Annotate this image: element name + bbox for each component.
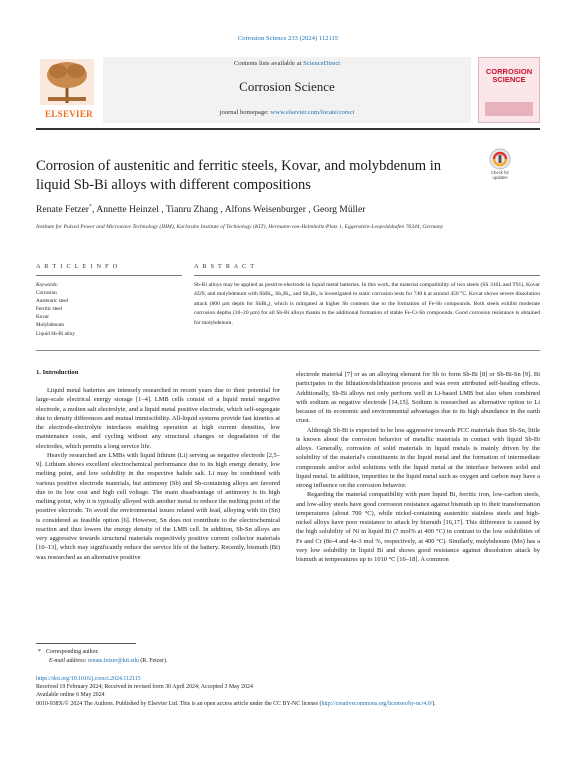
- abstract-rule: [194, 275, 540, 276]
- paragraph: Heavily researched are LMBs with liquid lithium (Li) serving as negative electrode [2,5–9]. Lithium shows excellent electrochemical performance due to its high energy density, low melting point, and low solubility in the respective halide salt. Li may be combined with various positive electrode materials, but antimony (Sb) and Sb-containing alloys are favored due to its low cost and high cell voltage. The main disadvantage of antimony is its high melting point, why it is typically alloyed with another metal to reduce the melting point of the positive electrode. To avoid the environmental issues related with lead, alloying with tin (Sn) is considered as feasible option [6]. However, Sn does not contribute to the electrochemical reaction and thus lowers the energy density of the LMB cell. In addition, Sb-Sn alloys are very aggressive towards structural materials respectively positive current collector materials [10–13], which may significantly reduce the service life of the battery. Recently, bismuth (Bi) was researched as an alternative positive: [36, 451, 280, 561]
- article-info-rule: [36, 275, 182, 276]
- masthead-divider: [36, 128, 540, 130]
- check-updates-icon: [484, 148, 516, 172]
- affiliation: Institute for Pulsed Power and Microwave Technology (IHM), Karlsruhe Institute of Technology (KIT), Hermann-von-Helmholtz-Platz 1, Eggenstein-Leopoldshafen 76344, Germany: [36, 224, 444, 230]
- section-heading-introduction: 1. Introduction: [36, 369, 79, 376]
- keywords-block: [36, 281, 182, 338]
- masthead-box: [103, 57, 471, 123]
- paragraph: Although Sb-Bi is expected to be less aggressive towards PCC materials than Sb-Sn, little is known about the corrosion behavior of metallic materials in contact with liquid Sb-Bi alloys. Generally, corrosion of solid materials in liquid metals is mainly driven by the solubility of the material's constituents in the liquid metal and the formation of intermediate compounds and/or solid solutions with the liquid metal at the interface between solid and liquid metal. In addition, impurities in the liquid metal such as oxygen and carbon may have a strong influence on the corrosion behavior.: [296, 426, 540, 489]
- abstract-bottom-rule: [36, 350, 540, 351]
- author-others: , Annette Heinzel , Tianru Zhang , Alfons Weisenburger , Georg Müller: [92, 204, 366, 216]
- abstract-text: Sb-Bi alloys may be applied as positive electrode in liquid metal batteries. In this work, the material compatibility of two steels (SS 316L and T91), Kovar 4J29, and molybdenum with SbBi₉, Sb₂Bi₃, and Sb₃Bi₂ is investigated in static corrosion tests for 740 h at around 450 °C. Kovar shows severe dissolution attack (800 µm depth for SbBi₉), which is mitigated at higher Sb contents due to the formation of Fe-Sb compounds. Both steels exhibit moderate corrosion depths (10–20 µm) for all Sb-Bi alloys thanks to the additional formation of stable Fe-Cr-Sb compounds. Good corrosion resistance is obtained for molybdenum.: [194, 282, 540, 326]
- corresponding-text: Corresponding author.: [46, 649, 99, 655]
- abstract-heading: A B S T R A C T: [194, 263, 256, 270]
- keyword: Corrosion: [36, 290, 57, 297]
- elsevier-wordmark: ELSEVIER: [45, 109, 93, 119]
- corresponding-author-mark[interactable]: *: [89, 204, 93, 210]
- corresponding-author-note: [36, 648, 550, 656]
- paragraph: Liquid metal batteries are intensely researched in recent years due to their potential for large-scale electrical energy storage [1–4]. LMB cells consist of a liquid metal negative electrode, a molten salt electrolyte, and a liquid metal positive electrode, which self-segregate due to density differences and mutual immiscibility. All-liquid systems provide fast kinetics at the electrode-electrolyte interfaces enabling operation at high current densities, low maintenance costs, and cycling without any structural changes or degradation of the electrodes, which permits a long service life.: [36, 387, 280, 450]
- keyword: Liquid Sb-Bi alloy: [36, 330, 75, 337]
- journal-masthead: [36, 57, 540, 125]
- journal-cover-thumbnail: [478, 57, 540, 123]
- doi-link[interactable]: https://doi.org/10.1016/j.corsci.2024.112115: [36, 676, 141, 682]
- contents-prefix: Contents lists available at: [233, 60, 304, 67]
- keyword: Ferritic steel: [36, 306, 63, 313]
- journal-title: Corrosion Science: [239, 79, 335, 94]
- keyword: Kovar: [36, 314, 49, 321]
- email-note: [36, 657, 553, 665]
- keyword: Austenitic steel: [36, 298, 69, 305]
- license-statement: [36, 700, 540, 708]
- paragraph: Regarding the material compatibility with pure liquid Bi, ferritic iron, low-carbon steels, and low-alloy steels have good corrosion resistance against bismuth up to their transformation temperatures (about 700 °C), while nickel-containing austenitic stainless steels and high-nickel alloys have poor resistance to attack by bismuth [16,17]. This difference is caused by the high solubility of Ni in liquid Bi (7 mol% at 400 °C) in contrast to the low solubilities of Fe and Cr (8e-4 and 4e-3 mol %, respectively, at 400 °C). Similarly, molybdenum (Mo) has a very low solubility in liquid Bi and shows good resistance against dissolution attack by bismuth at temperatures up to 1010 °C [16–18]. A common: [296, 491, 540, 563]
- body-column-left: [36, 386, 280, 562]
- author-first[interactable]: Renate Fetzer: [36, 204, 90, 216]
- email-link[interactable]: renate.fetzer@kit.edu: [88, 658, 139, 664]
- received-dates: Received 19 February 2024; Received in revised form 30 April 2024; Accepted 3 May 2024: [36, 684, 253, 691]
- article-title: Corrosion of austenitic and ferritic steels, Kovar, and molybdenum in liquid Sb-Bi alloys with different compositions: [36, 158, 442, 193]
- available-online: Available online 6 May 2024: [36, 692, 105, 699]
- journal-homepage-line: [103, 109, 471, 116]
- body-column-right: [296, 370, 540, 564]
- contents-lists-line: [103, 60, 471, 67]
- cover-title: CORROSION SCIENCE: [485, 67, 533, 84]
- article-info-heading: A R T I C L E I N F O: [36, 263, 119, 270]
- keyword: Molybdenum: [36, 322, 64, 329]
- journal-homepage-link[interactable]: www.elsevier.com/locate/corsci: [270, 109, 355, 116]
- check-updates-label: Check for updates: [491, 170, 509, 180]
- check-for-updates-badge[interactable]: [484, 148, 516, 184]
- keywords-title: Keywords:: [36, 282, 59, 288]
- license-suffix: ).: [432, 700, 436, 707]
- journal-reference[interactable]: Corrosion Science 233 (2024) 112115: [237, 35, 339, 42]
- email-suffix: (R. Fetzer).: [138, 658, 168, 664]
- paragraph: electrode material [7] or as an alloying element for Sb to form Sb-Bi [8] or Sb-Bi-Sn [9]. Bi participates in the lithiation/delithiation process and was even attributed self-healing effects. Additionally, Sb-Bi alloys not only perform well in Li-based LMB but also when combined with sodium as negative electrode [14,15]. Sodium is researched as alternative option to Li because of its economic and environmental advantages due to its high abundance in the earth crust.: [296, 371, 540, 425]
- homepage-prefix: journal homepage:: [219, 109, 271, 116]
- sciencedirect-link[interactable]: ScienceDirect: [303, 60, 341, 67]
- email-label: E-mail address:: [49, 658, 89, 664]
- license-link[interactable]: http://creativecommons.org/licenses/by-nc/4.0/: [321, 700, 433, 707]
- footnote-mark: *: [38, 649, 41, 655]
- cover-decoration: [485, 102, 533, 116]
- footnote-rule: [36, 643, 136, 644]
- publication-info: [36, 675, 540, 708]
- license-prefix: 0010-938X/© 2024 The Authors. Published by Elsevier Ltd. This is an open access article under the CC BY-NC license (: [36, 700, 322, 707]
- author-list: [36, 204, 540, 215]
